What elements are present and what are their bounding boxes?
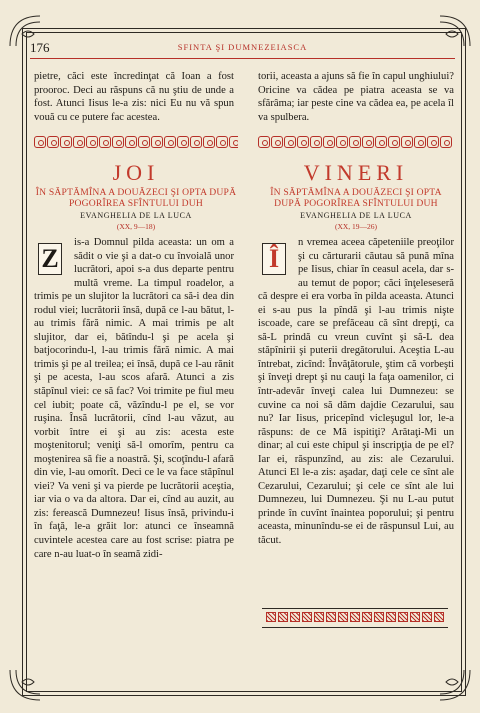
drop-cap-left: Z <box>38 243 62 275</box>
verse-reference-right: (XX, 19—26) <box>334 222 378 231</box>
end-ornament <box>262 612 448 624</box>
gospel-text-left-content: is-a Domnul pilda aceasta: un om a sădit o vie şi a dat-o cu învoială unor lucrători, apoi s-a dus departe pentru multă vreme. La timpul roadelor, a trimis pe un slujitor la lucrători ca să-i dea din rodul viei; lucrătorii însă, după ce l-au bătut, l-au trimis fără nimic. A mai trimis pe alt slujitor, dar ei, bătîndu-l şi pe acela şi batjocorindu-l, l-au trimis fără nimic. A mai trimis şi pe al treilea; ei însă, după ce l-au rănit şi pe acesta, l-au scos afară. Atunci a zis stăpînul viei: ce să fac? Voi trimite pe fiul meu cel iubit; poate că, văzîndu-l pe el, se vor ruşina. Însă lucrătorii, cînd l-au văzut, au vorbit între ei şi au zis: acesta este moştenitorul; veniţi să-l omorîm, pentru ca moştenirea să fie a noastră. Şi, scoţîndu-l afară din vie, l-au omorît. Deci ce le va face stăpînul viei? Va veni şi va pierde pe lucrătorii aceştia, iar via o va da altora. Dar ei, cînd au auzit, au zis: ferească Dumnezeu! Iisus însă, privindu-i în faţă, le-a grăit lor: atunci ce înseamnă cuvintele acestea care au fost scrise: piatra pe care n-au luat-o în seamă zidi- <box>34 237 234 560</box>
day-heading-thursday: JOI <box>112 160 160 185</box>
page-number: 176 <box>30 40 50 55</box>
gospel-text-left <box>34 236 234 561</box>
corner-ornament-bottom-left <box>8 668 42 702</box>
corner-ornament-bottom-right <box>438 668 472 702</box>
end-rule-top <box>262 608 448 609</box>
verse-reference-left: (XX, 9—18) <box>116 222 156 231</box>
week-subtitle-right: ÎN SĂPTĂMÎNA A DOUĂZECI ŞI OPTA DUPĂ POGORÎREA SFÎNTULUI DUH <box>270 187 442 209</box>
week-subtitle-left: ÎN SĂPTĂMÎNA A DOUĂZECI ŞI OPTA DUPĂ POGORÎREA SFÎNTULUI DUH <box>35 187 237 209</box>
ornament-band-left <box>34 136 238 150</box>
gospel-title-left: EVANGHELIA DE LA LUCA <box>80 211 192 220</box>
end-rule-bottom <box>262 627 448 628</box>
day-heading-friday: VINERI <box>303 160 409 185</box>
drop-cap-right: Î <box>262 243 286 275</box>
running-title: SFINTA ŞI DUMNEZEIASCA <box>177 42 308 52</box>
gospel-text-right <box>258 236 454 548</box>
gospel-title-right: EVANGHELIA DE LA LUCA <box>300 211 412 220</box>
right-column-continuation: torii, aceasta a ajuns să fie în capul unghiului? Oricine va cădea pe piatra aceasta se va sfărâma; iar peste cine va cădea ea, pe acela îl va spulbera. <box>258 71 454 123</box>
gospel-text-right-content: n vremea aceea căpeteniile preoţilor şi cu cărturarii căutau să pună mîna pe Iisus, chiar în ceasul acela, dar s-au temut de popor; căci înţeleseseră că despre ei era vorba în pilda aceasta. Atunci ei s-au pus la pîndă şi l-au trimis nişte iscoade, care se prefăceau că sînt drepţi, ca să-L prindă cu vreun cuvînt şi să-L dea stăpînirii şi puterii dregătorului. Aceştia L-au întrebat, zicînd: Învăţătorule, ştim că vorbeşti şi înveţi drept şi nu cauţi la faţa oamenilor, ci într-adevăr înveţi calea lui Dumnezeu: se cuvine ca noi să dăm dajdie Cezarului, sau nu? Iar Iisus, pricepînd vicleşugul lor, le-a răspuns: de ce Mă ispitiţi? Arătaţi-Mi un dinar; al cui este chipul şi inscripţia de pe el? Iar ei, răspunzînd, au zis: ale Cezarului. Atunci El le-a zis: aşadar, daţi cele ce sînt ale Cezarului, Cezarului; şi cele ce sînt ale lui Dumnezeu, lui Dumnezeu. Şi nu L-au putut prinde în cuvînt înaintea poporului; şi pentru aceasta, minunîndu-se ei de răspunsul Lui, au tăcut. <box>258 237 454 547</box>
header-rule <box>30 58 455 59</box>
left-column-continuation: pietre, căci este încredinţat că Ioan a fost prooroc. Deci au răspuns că nu ştiu de unde a fost. Atunci Iisus le-a zis: nici Eu nu vă spun vouă cu ce putere fac acestea. <box>34 71 234 123</box>
page-header <box>30 40 455 56</box>
ornament-band-right <box>258 136 454 150</box>
